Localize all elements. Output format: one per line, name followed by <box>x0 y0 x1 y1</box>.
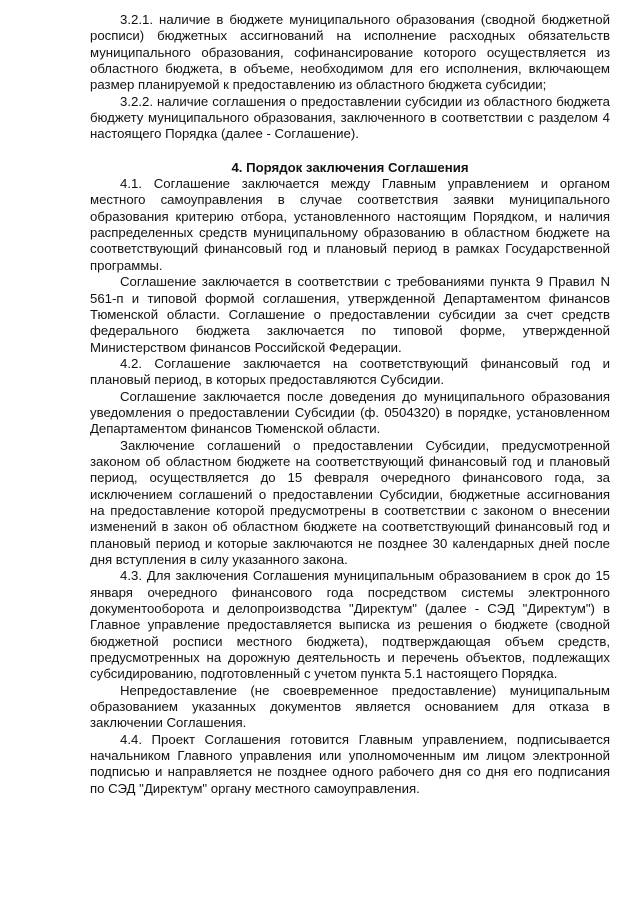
document-page <box>90 12 610 797</box>
section-heading: 4. Порядок заключения Соглашения <box>231 159 469 175</box>
paragraph-4-4: 4.4. Проект Соглашения готовится Главным управлением, подписывается начальником Главного управления или уполномоченным им лицом электронной подписью и направляется не позднее одного рабочего дня со дня его подписания по СЭД "Директум" органу местного самоуправления. <box>90 731 610 796</box>
paragraph-4-3-refusal: Непредоставление (не своевременное предоставление) муниципальным образованием указанных документов является основанием для отказа в заключении Соглашения. <box>90 682 610 731</box>
paragraph-3-2-2: 3.2.2. наличие соглашения о предоставлении субсидии из областного бюджета бюджету муниципального образования, заключенного в соответствии с разделом 4 настоящего Порядка (далее - Соглашение). <box>90 93 610 142</box>
paragraph-3-2-1: 3.2.1. наличие в бюджете муниципального образования (сводной бюджетной росписи) бюджетных ассигнований на исполнение расходных обязательств муниципального образования, софинансирование которого осуществляется из областного бюджета, в объеме, необходимом для его исполнения, включающем размер планируемой к предоставлению из областного бюджета субсидии; <box>90 12 610 93</box>
paragraph-4-3: 4.3. Для заключения Соглашения муниципальным образованием в срок до 15 января очередного финансового года посредством системы электронного документооборота и делопроизводства "Директум" (далее - СЭД "Директум") в Главное управление предоставляется выписка из решения о бюджете (сводной бюджетной росписи местного бюджета), подтверждающая объем средств, предусмотренных на дорожную деятельность и перечень объектов, подлежащих субсидированию, подготовленный с учетом пункта 5.1 настоящего Порядка. <box>90 568 610 682</box>
paragraph-4-2-deadline: Заключение соглашений о предоставлении Субсидии, предусмотренной законом об областном бюджете на соответствующий финансовый год и плановый период, осуществляется до 15 февраля очередного финансового года, за исключением соглашений о предоставлении Субсидии, бюджетные ассигнования на предоставление которой предусмотрены в соответствии с законом о внесении изменений в закон об областном бюджете на соответствующий финансовый год и плановый период и которые заключаются не позднее 30 календарных дней после дня вступления в силу указанного закона. <box>90 437 610 567</box>
paragraph-4-1-agreement-form: Соглашение заключается в соответствии с требованиями пункта 9 Правил N 561-п и типовой формой соглашения, утвержденной Департаментом финансов Тюменской области. Соглашение о предоставлении субсидии за счет средств федерального бюджета заключается по типовой форме, утвержденной Министерством финансов Российской Федерации. <box>90 274 610 355</box>
paragraph-4-1: 4.1. Соглашение заключается между Главным управлением и органом местного самоуправления в случае соответствия заявки муниципального образования критерию отбора, установленного настоящим Порядком, и наличия распределенных средств муниципальному образованию в областном бюджете на соответствующий финансовый год и плановый период в рамках Государственной программы. <box>90 176 610 273</box>
paragraph-4-2-notification: Соглашение заключается после доведения до муниципального образования уведомления о предоставлении Субсидии (ф. 0504320) в порядке, установленном Департаментом финансов Тюменской области. <box>90 388 610 437</box>
paragraph-4-2: 4.2. Соглашение заключается на соответствующий финансовый год и плановый период, в которых предоставляются Субсидии. <box>90 355 610 388</box>
